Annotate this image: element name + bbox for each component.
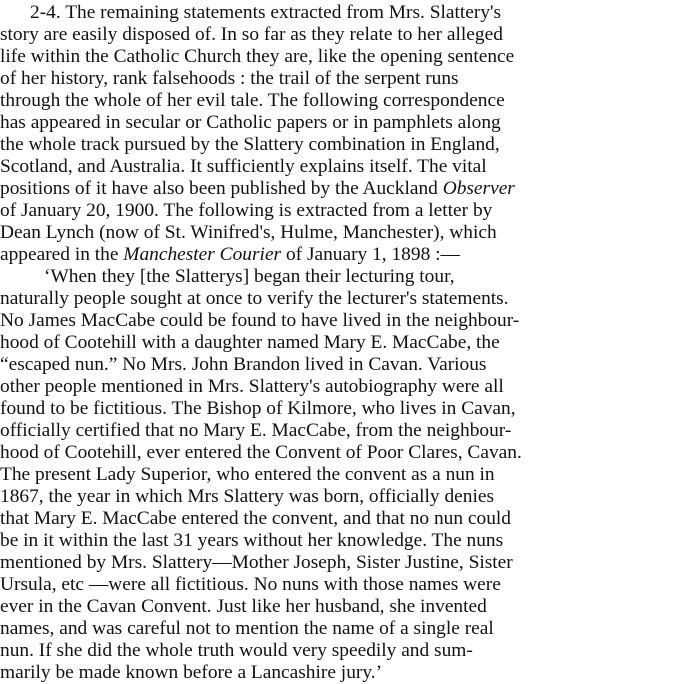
- text-line: [0, 442, 692, 464]
- text-line: [0, 222, 692, 244]
- line-text: story are easily disposed of. In so far as they relate to her alleged: [0, 24, 503, 45]
- text-line: [0, 596, 692, 618]
- text-line: [0, 354, 692, 376]
- text-line: [0, 310, 692, 332]
- text-line: [0, 530, 692, 552]
- text-line: [0, 332, 692, 354]
- line-text: naturally people sought at once to verify the lecturer's statements.: [0, 288, 509, 309]
- text-line: [0, 46, 692, 68]
- text-line: [0, 552, 692, 574]
- text-line: [0, 420, 692, 442]
- line-text: life within the Catholic Church they are, like the opening sentence: [0, 46, 515, 67]
- text-line: [0, 156, 692, 178]
- text-line: [0, 90, 692, 112]
- line-text: Ursula, etc —were all fictitious. No nuns with those names were: [0, 574, 501, 595]
- line-text: “escaped nun.” No Mrs. John Brandon lived in Cavan. Various: [0, 354, 487, 375]
- line-text: The present Lady Superior, who entered the convent as a nun in: [0, 464, 495, 485]
- line-text: found to be fictitious. The Bishop of Kilmore, who lives in Cavan,: [0, 398, 516, 419]
- text-line: [0, 398, 692, 420]
- line-text: of January 1, 1898 :—: [281, 244, 460, 265]
- text-line: [0, 508, 692, 530]
- text-line: [0, 134, 692, 156]
- text-line: [0, 618, 692, 640]
- line-text: nun. If she did the whole truth would very speedily and sum-: [0, 640, 473, 661]
- text-line: [0, 288, 692, 310]
- line-text: names, and was careful not to mention the name of a single real: [0, 618, 494, 639]
- italic-title: Observer: [442, 178, 515, 199]
- line-text: has appeared in secular or Catholic papers or in pamphlets along: [0, 112, 501, 133]
- text-line: [0, 24, 692, 46]
- line-text: 2-4. The remaining statements extracted from Mrs. Slattery's: [30, 2, 502, 23]
- line-text: of her history, rank falsehoods : the trail of the serpent runs: [0, 68, 459, 89]
- text-line: [0, 2, 692, 24]
- line-text: hood of Cootehill, ever entered the Convent of Poor Clares, Cavan.: [0, 442, 522, 463]
- text-line: [0, 200, 692, 222]
- text-line: [0, 112, 692, 134]
- line-text: ‘When they [the Slatterys] began their lecturing tour,: [44, 266, 455, 287]
- line-text: 1867, the year in which Mrs Slattery was born, officially denies: [0, 486, 494, 507]
- line-text: be in it within the last 31 years without her knowledge. The nuns: [0, 530, 504, 551]
- text-line: [0, 178, 692, 200]
- line-text: of January 20, 1900. The following is extracted from a letter by: [0, 200, 493, 221]
- line-text: officially certified that no Mary E. MacCabe, from the neighbour-: [0, 420, 512, 441]
- text-line: [0, 376, 692, 398]
- text-line: [0, 574, 692, 596]
- line-text: No James MacCabe could be found to have lived in the neighbour-: [0, 310, 520, 331]
- italic-title: Manchester Courier: [123, 244, 282, 265]
- text-line: [0, 640, 692, 662]
- line-text: positions of it have also been published by the Auckland: [0, 178, 443, 199]
- line-text: hood of Cootehill with a daughter named Mary E. MacCabe, the: [0, 332, 500, 353]
- text-line: [0, 662, 692, 683]
- line-text: that Mary E. MacCabe entered the convent, and that no nun could: [0, 508, 511, 529]
- text-line: [0, 68, 692, 90]
- line-text: appeared in the: [0, 244, 124, 265]
- line-text: other people mentioned in Mrs. Slattery's autobiography were all: [0, 376, 504, 397]
- line-text: the whole track pursued by the Slattery combination in England,: [0, 134, 500, 155]
- text-line: [0, 266, 692, 288]
- line-text: Dean Lynch (now of St. Winifred's, Hulme, Manchester), which: [0, 222, 497, 243]
- text-line: [0, 464, 692, 486]
- line-text: Scotland, and Australia. It sufficiently explains itself. The vital: [0, 156, 487, 177]
- line-text: mentioned by Mrs. Slattery—Mother Joseph, Sister Justine, Sister: [0, 552, 513, 573]
- line-text: marily be made known before a Lancashire jury.’: [0, 662, 383, 683]
- line-text: through the whole of her evil tale. The following correspondence: [0, 90, 505, 111]
- line-text: ever in the Cavan Convent. Just like her husband, she invented: [0, 596, 487, 617]
- text-line: [0, 486, 692, 508]
- text-line: [0, 244, 692, 266]
